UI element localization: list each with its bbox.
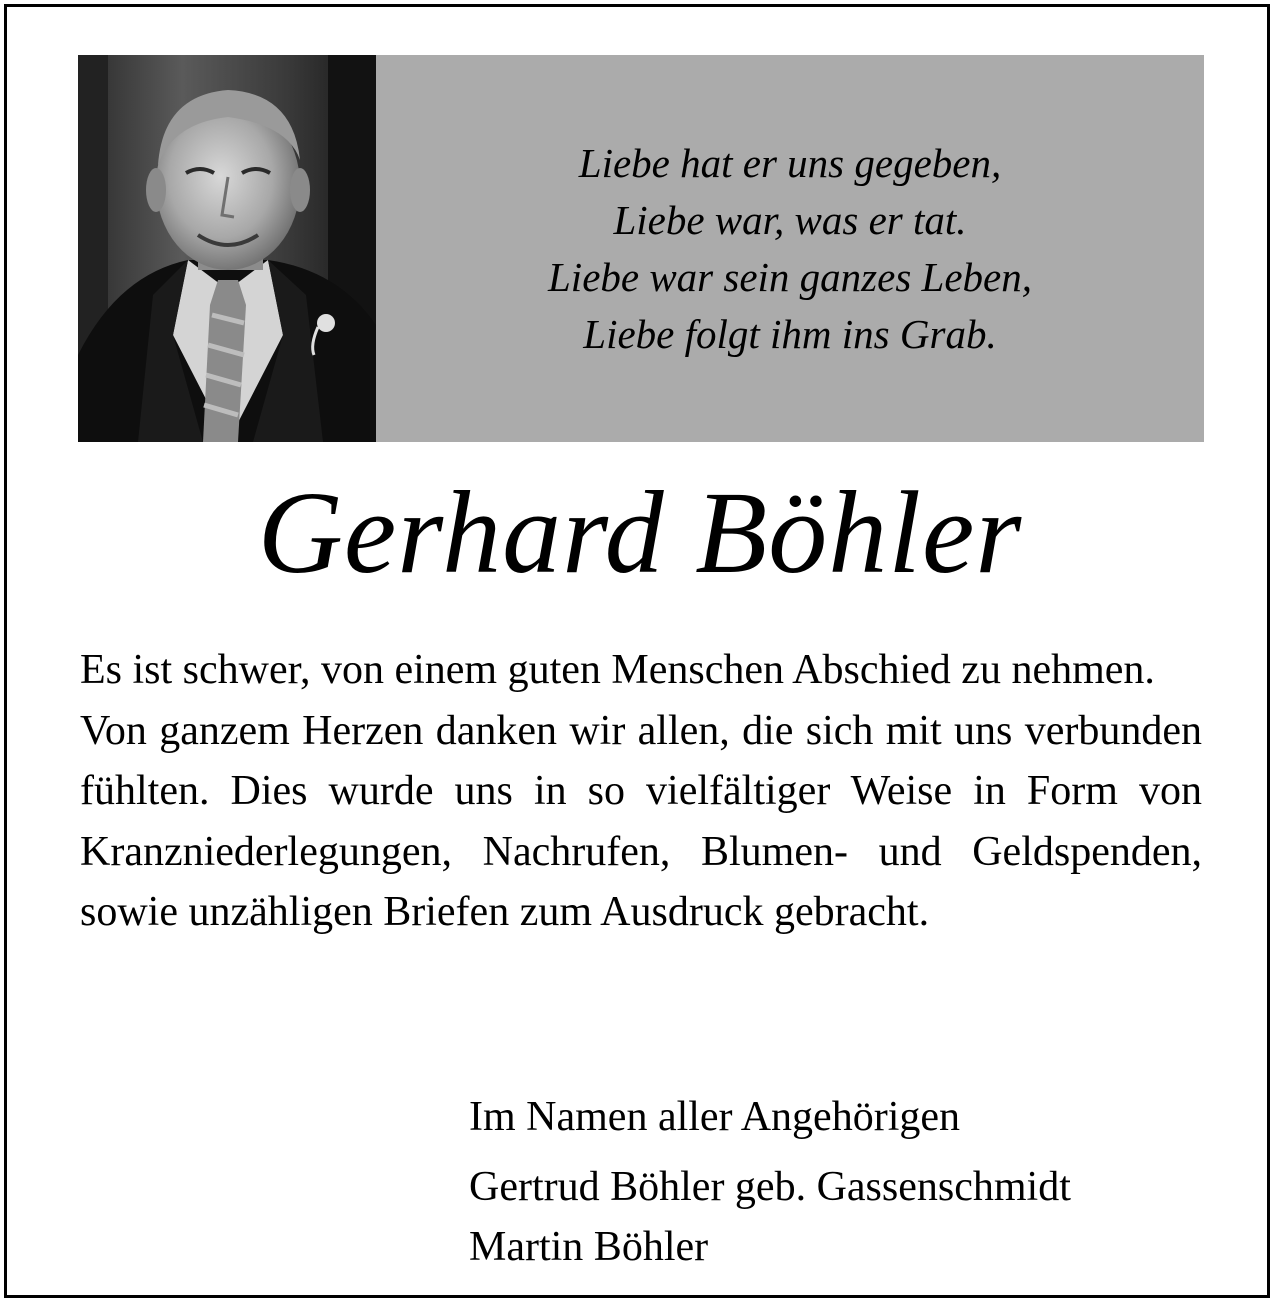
signature-name: Martin Böhler — [469, 1224, 709, 1270]
verse-line: Liebe folgt ihm ins Grab. — [583, 310, 997, 357]
verse-line: Liebe war, was er tat. — [613, 196, 967, 243]
verse-line: Liebe hat er uns gegeben, — [578, 139, 1002, 186]
verse — [376, 55, 1204, 442]
signature-name: Gertrud Böhler geb. Gassenschmidt — [469, 1164, 1071, 1210]
portrait-photo — [78, 55, 376, 442]
signature-block — [469, 1087, 1071, 1277]
header-band — [78, 55, 1204, 442]
verse-line: Liebe war sein ganzes Leben, — [548, 253, 1032, 300]
deceased-name: Gerhard Böhler — [257, 467, 1023, 598]
message-body — [80, 640, 1202, 943]
message-paragraph: Von ganzem Herzen danken wir allen, die sich mit uns verbunden fühlten. Dies wurde uns in so vielfältiger Weise in Form von Kranzniederlegungen, Nachrufen, Blumen- und Geldspenden, sowie unzähligen Briefen zum Ausdruck gebracht. — [80, 707, 1202, 935]
signature-intro: Im Namen aller Angehörigen — [469, 1094, 960, 1140]
message-paragraph: Es ist schwer, von einem guten Menschen Abschied zu nehmen. — [80, 647, 1155, 693]
